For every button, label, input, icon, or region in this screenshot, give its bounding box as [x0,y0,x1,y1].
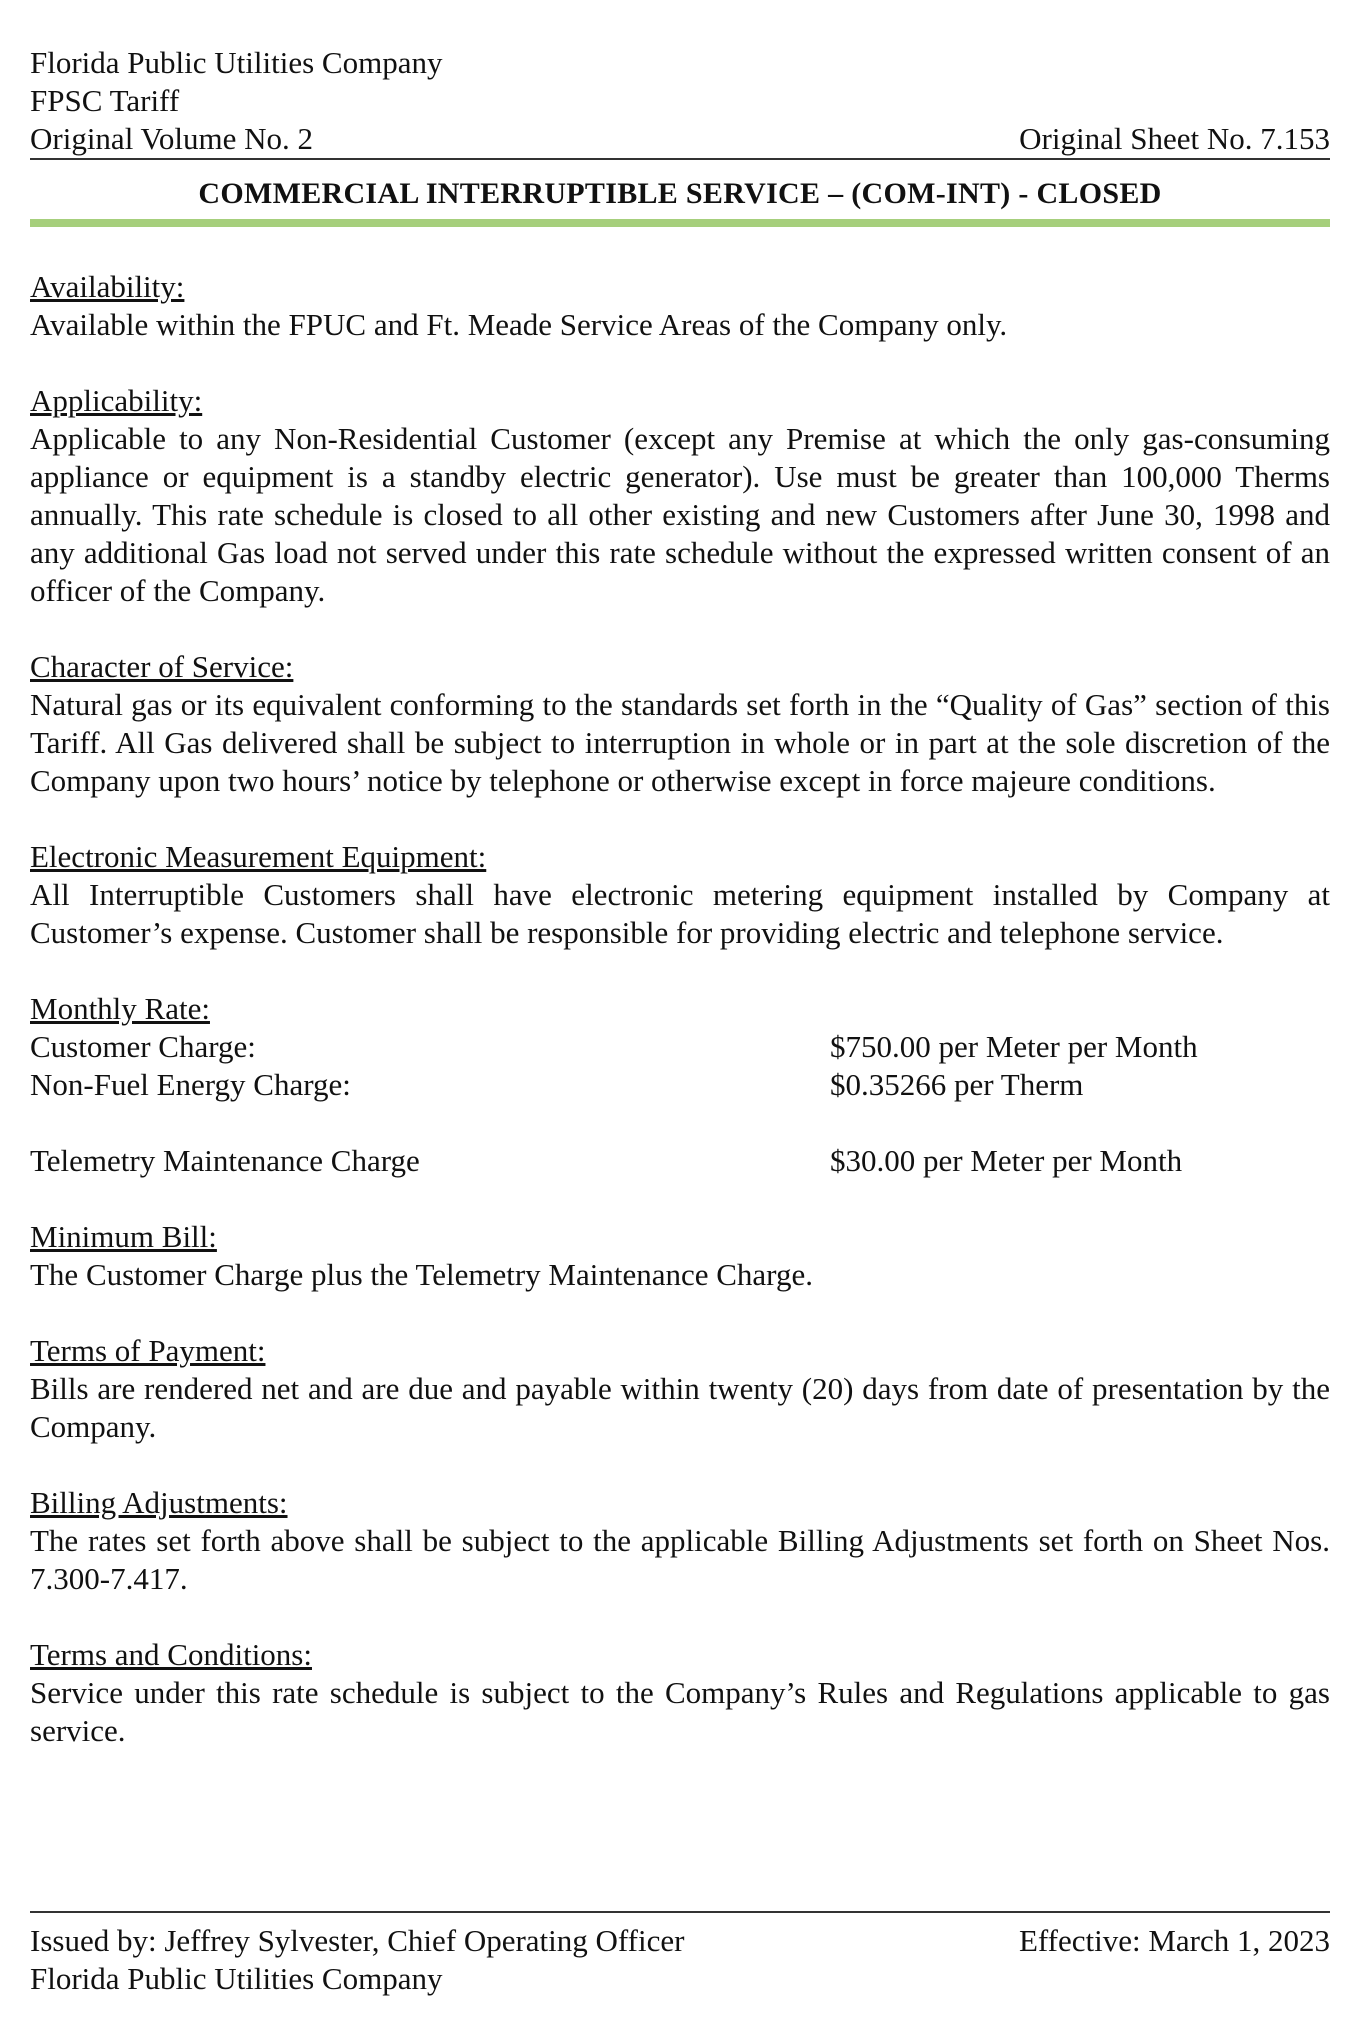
footer-divider [30,1911,1330,1913]
footer-row [30,1922,1330,1960]
title-divider [30,219,1330,227]
rate-row [30,1028,1330,1066]
monthly-rate-section [30,990,1330,1180]
availability-heading: Availability: [30,269,185,304]
footer-row [30,1960,1330,1998]
terms-payment-text: Bills are rendered net and are due and payable within twenty (20) days from date of presentation by the Company. [30,1371,1330,1444]
minimum-bill-heading: Minimum Bill: [30,1219,217,1254]
tariff-name: FPSC Tariff [30,83,180,118]
electronic-heading: Electronic Measurement Equipment: [30,839,487,874]
header-divider [30,158,1330,160]
rate-value: $30.00 per Meter per Month [830,1143,1183,1178]
electronic-text: All Interruptible Customers shall have electronic metering equipment installed by Company at Customer’s expense. Customer shall be responsible for providing electric and telephone service. [30,877,1330,950]
company-name: Florida Public Utilities Company [30,45,443,80]
rate-label: Non-Fuel Energy Charge: [30,1067,351,1102]
document-body [30,268,1330,1788]
document-header [30,44,1330,158]
rate-label: Customer Charge: [30,1029,256,1064]
footer-company: Florida Public Utilities Company [30,1961,443,1996]
page-title: COMMERCIAL INTERRUPTIBLE SERVICE – (COM-INT) - CLOSED [198,177,1162,210]
billing-adjustments-heading: Billing Adjustments: [30,1485,288,1520]
rate-label: Telemetry Maintenance Charge [30,1143,420,1178]
terms-conditions-section [30,1636,1330,1750]
electronic-section [30,838,1330,952]
terms-conditions-text: Service under this rate schedule is subject to the Company’s Rules and Regulations applicable to gas service. [30,1675,1330,1748]
effective-date: Effective: March 1, 2023 [1018,1923,1330,1958]
sheet-number: Original Sheet No. 7.153 [1019,121,1330,156]
tariff-page [30,0,1330,2026]
minimum-bill-text: The Customer Charge plus the Telemetry Maintenance Charge. [30,1257,813,1292]
applicability-heading: Applicability: [30,383,203,418]
terms-payment-section [30,1332,1330,1446]
terms-payment-heading: Terms of Payment: [30,1333,266,1368]
rate-spacer [30,1104,1330,1142]
billing-adjustments-text: The rates set forth above shall be subject to the applicable Billing Adjustments set forth on Sheet Nos. 7.300-7.417. [30,1523,1330,1596]
issued-by: Issued by: Jeffrey Sylvester, Chief Operating Officer [30,1923,685,1958]
applicability-text: Applicable to any Non-Residential Customer (except any Premise at which the only gas-consuming appliance or equipment is a standby electric generator). Use must be greater than 100,000 Therms annually. This rate schedule is closed to all other existing and new Customers after June 30, 1998 and any additional Gas load not served under this rate schedule without the expressed written consent of an officer of the Company. [30,421,1330,608]
rate-row [30,1066,1330,1104]
volume-sheet-row [30,120,1330,158]
rate-row [30,1142,1330,1180]
character-text: Natural gas or its equivalent conforming to the standards set forth in the “Quality of Gas” section of this Tariff. All Gas delivered shall be subject to interruption in whole or in part at the sole discretion of the Company upon two hours’ notice by telephone or otherwise except in force majeure conditions. [30,687,1330,798]
applicability-section [30,382,1330,610]
rate-value: $750.00 per Meter per Month [830,1029,1198,1064]
rate-value: $0.35266 per Therm [830,1067,1084,1102]
minimum-bill-section [30,1218,1330,1294]
availability-section [30,268,1330,344]
document-footer [30,1922,1330,1998]
monthly-rate-heading: Monthly Rate: [30,991,210,1026]
volume-number: Original Volume No. 2 [30,121,314,156]
terms-conditions-heading: Terms and Conditions: [30,1637,312,1672]
availability-text: Available within the FPUC and Ft. Meade Service Areas of the Company only. [30,307,1008,342]
character-section [30,648,1330,800]
character-heading: Character of Service: [30,649,294,684]
billing-adjustments-section [30,1484,1330,1598]
